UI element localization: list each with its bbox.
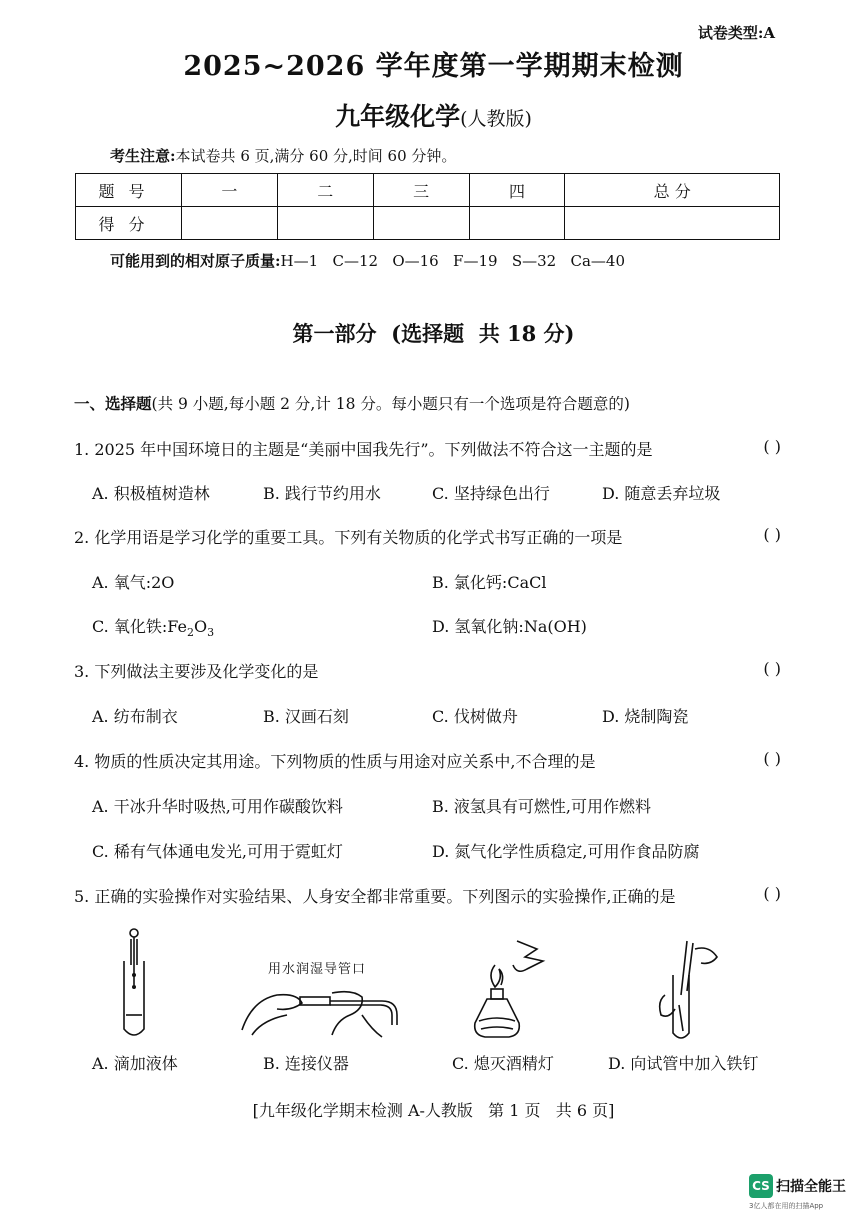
scanner-logo: CS xyxy=(749,1174,773,1198)
atomic-mass-values: H—1 C—12 O—16 F—19 S—32 Ca—40 xyxy=(280,252,626,270)
subscript: 2 xyxy=(186,626,194,640)
section-label: 一、选择题 xyxy=(74,394,152,413)
option: B. 汉画石刻 xyxy=(263,707,349,726)
subscript: 3 xyxy=(207,626,215,640)
section-desc: (共 9 小题,每小题 2 分,计 18 分。每小题只有一个选项是符合题意的) xyxy=(151,395,630,413)
option: A. 纺布制衣 xyxy=(92,707,178,726)
score-table-row xyxy=(76,207,780,240)
option: C. 伐树做舟 xyxy=(432,707,518,726)
score-cell[interactable] xyxy=(469,207,565,240)
figure-caption: D. 向试管中加入铁钉 xyxy=(608,1054,759,1073)
part-title: 第一部分 (选择题 共 18 分) xyxy=(292,321,575,346)
option: A. 积极植树造林 xyxy=(92,484,210,503)
edition-label: (人教版) xyxy=(460,108,532,130)
paper-type-label: 试卷类型:A xyxy=(697,24,775,42)
score-header-cell: 一 xyxy=(182,174,278,207)
scanner-tagline: 3亿人都在用的扫描App xyxy=(749,1202,824,1210)
answer-paren[interactable]: ( ) xyxy=(763,749,781,768)
dropper-test-tube-figure xyxy=(110,925,160,1045)
option: B. 液氢具有可燃性,可用作燃料 xyxy=(432,797,652,816)
option xyxy=(92,614,214,639)
scanner-name: 扫描全能王 xyxy=(776,1179,846,1195)
notice-text: 本试卷共 6 页,满分 60 分,时间 60 分钟。 xyxy=(175,147,457,165)
score-header-cell: 二 xyxy=(277,174,373,207)
question-stem: 2. 化学用语是学习化学的重要工具。下列有关物质的化学式书写正确的一项是 xyxy=(74,528,623,547)
section-heading xyxy=(74,392,630,414)
candidate-notice xyxy=(110,145,456,166)
answer-paren[interactable]: ( ) xyxy=(763,884,781,903)
atomic-mass-label: 可能用到的相对原子质量: xyxy=(110,252,281,270)
figure-caption: A. 滴加液体 xyxy=(92,1054,178,1073)
exam-subtitle xyxy=(0,97,867,133)
score-row-label: 得分 xyxy=(76,207,182,240)
atomic-mass-line xyxy=(110,250,625,271)
iron-nail-test-tube-figure xyxy=(645,935,725,1045)
figure-note: 用水润湿导管口 xyxy=(268,962,367,977)
option: A. 氧气:2O xyxy=(92,573,175,592)
option: C. 坚持绿色出行 xyxy=(432,484,550,503)
page-footer: [九年级化学期末检测 A-人教版 第 1 页 共 6 页] xyxy=(252,1101,615,1120)
score-cell[interactable] xyxy=(182,207,278,240)
figure-caption: C. 熄灭酒精灯 xyxy=(452,1054,554,1073)
option: A. 干冰升华时吸热,可用作碳酸饮料 xyxy=(92,797,343,816)
alcohol-lamp-figure xyxy=(465,935,555,1045)
option: C. 稀有气体通电发光,可用于霓虹灯 xyxy=(92,842,343,861)
score-cell[interactable] xyxy=(277,207,373,240)
option: D. 氮气化学性质稳定,可用作食品防腐 xyxy=(432,842,700,861)
subject-title: 九年级化学 xyxy=(335,102,461,131)
score-header-cell: 三 xyxy=(373,174,469,207)
score-header-cell: 题号 xyxy=(76,174,182,207)
score-table-header-row xyxy=(76,174,780,207)
score-cell[interactable] xyxy=(373,207,469,240)
score-header-cell: 总 分 xyxy=(565,174,780,207)
score-header-cell: 四 xyxy=(469,174,565,207)
option: D. 随意丢弃垃圾 xyxy=(602,484,721,503)
score-table xyxy=(75,173,780,240)
answer-paren[interactable]: ( ) xyxy=(763,525,781,544)
figure-caption: B. 连接仪器 xyxy=(263,1054,349,1073)
option: B. 氯化钙:CaCl xyxy=(432,573,547,592)
notice-label: 考生注意: xyxy=(110,147,176,165)
option: B. 践行节约用水 xyxy=(263,484,381,503)
option-text: C. 氧化铁:Fe xyxy=(92,617,187,636)
scanner-watermark xyxy=(749,1174,849,1211)
option-text: O xyxy=(193,617,208,636)
exam-title: 2025~2026 学年度第一学期期末检测 xyxy=(183,51,684,82)
answer-paren[interactable]: ( ) xyxy=(763,437,781,456)
option: D. 烧制陶瓷 xyxy=(602,707,689,726)
score-cell[interactable] xyxy=(565,207,780,240)
question-stem: 4. 物质的性质决定其用途。下列物质的性质与用途对应关系中,不合理的是 xyxy=(74,752,596,771)
option: D. 氢氧化钠:Na(OH) xyxy=(432,617,587,636)
connecting-tubes-figure xyxy=(232,975,412,1045)
answer-paren[interactable]: ( ) xyxy=(763,659,781,678)
question-stem: 1. 2025 年中国环境日的主题是“美丽中国我先行”。下列做法不符合这一主题的是 xyxy=(74,440,653,459)
question-stem: 3. 下列做法主要涉及化学变化的是 xyxy=(74,662,319,681)
question-stem: 5. 正确的实验操作对实验结果、人身安全都非常重要。下列图示的实验操作,正确的是 xyxy=(74,887,676,906)
